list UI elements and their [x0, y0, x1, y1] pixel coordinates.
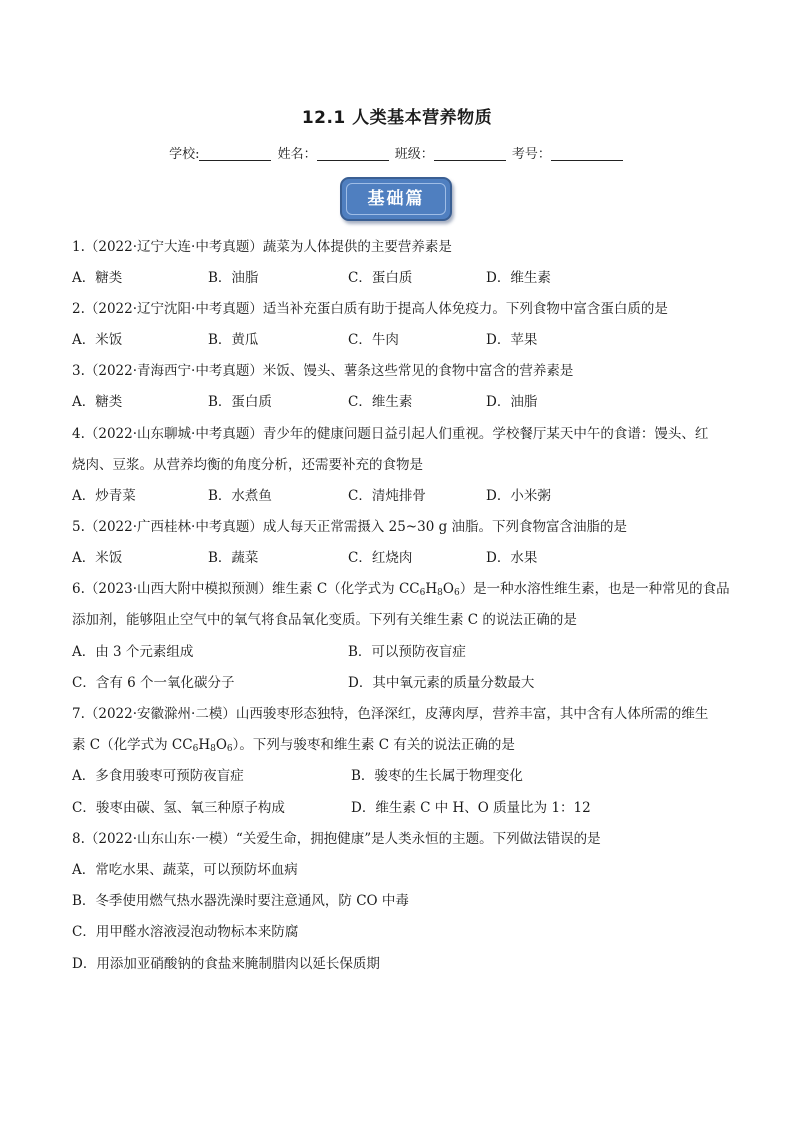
question-7-option-a[interactable]: A．多食用骏枣可预防夜盲症	[72, 768, 244, 784]
class-label: 班级：	[394, 147, 434, 162]
question-1-option-a[interactable]: A．糖类	[72, 270, 123, 286]
question-3-option-a[interactable]: A．糖类	[72, 394, 123, 410]
question-6-stem-line-1: 6.（2023·山西大附中模拟预测）维生素 C（化学式为 $CC_6H_8O_6$）是一种水溶性维生素，也是一种常见的食品	[72, 581, 730, 598]
question-3-stem: 3.（2022·青海西宁·中考真题）米饭、馒头、薯条这些常见的食物中富含的营养素是	[72, 363, 574, 379]
question-6-option-d[interactable]: D．其中氧元素的质量分数最大	[348, 675, 535, 691]
question-1-option-b[interactable]: B．油脂	[208, 270, 259, 286]
question-5-option-b[interactable]: B．蔬菜	[208, 550, 259, 566]
question-8-option-d[interactable]: D．用添加亚硝酸钠的食盐来腌制腊肉以延长保质期	[72, 956, 380, 972]
question-5-stem: 5.（2022·广西桂林·中考真题）成人每天正常需摄入 25~30 g 油脂。下列食物富含油脂的是	[72, 519, 628, 535]
question-7-stem-line-1: 7.（2022·安徽滁州·二模）山西骏枣形态独特，色泽深红，皮薄肉厚，营养丰富，其中含有人体所需的维生	[72, 706, 709, 722]
question-1-stem: 1.（2022·辽宁大连·中考真题）蔬菜为人体提供的主要营养素是	[72, 239, 452, 255]
question-4-stem-line-1: 4.（2022·山东聊城·中考真题）青少年的健康问题日益引起人们重视。学校餐厅某天中午的食谱：馒头、红	[72, 426, 709, 442]
question-5-option-a[interactable]: A．米饭	[72, 550, 123, 566]
question-2-option-b[interactable]: B．黄瓜	[208, 332, 259, 348]
exam-number-label: 考号：	[511, 147, 551, 162]
question-4-option-a[interactable]: A．炒青菜	[72, 488, 136, 504]
name-blank[interactable]	[317, 146, 389, 161]
vitamin-c-formula: $C_6H_8O_6$	[182, 737, 233, 754]
question-8-option-b[interactable]: B．冬季使用燃气热水器洗澡时要注意通风，防 CO 中毒	[72, 893, 409, 909]
school-label: 学校:	[169, 147, 200, 162]
question-3-option-b[interactable]: B．蛋白质	[208, 394, 272, 410]
question-3-option-d[interactable]: D．油脂	[486, 394, 538, 410]
question-1-option-d[interactable]: D．维生素	[486, 270, 551, 286]
question-8-stem: 8.（2022·山东山东·一模）“关爱生命，拥抱健康”是人类永恒的主题。下列做法错误的是	[72, 831, 601, 847]
question-7-option-d[interactable]: D．维生素 C 中 H、O 质量比为 1：12	[351, 800, 591, 816]
question-6-stem-line-2: 添加剂，能够阻止空气中的氧气将食品氧化变质。下列有关维生素 C 的说法正确的是	[72, 612, 577, 628]
section-badge	[340, 177, 454, 223]
question-6-option-b[interactable]: B．可以预防夜盲症	[348, 644, 466, 660]
question-4-option-b[interactable]: B．水煮鱼	[208, 488, 272, 504]
vitamin-c-formula: $C_6H_8O_6$	[409, 581, 460, 598]
question-5-option-d[interactable]: D．水果	[486, 550, 538, 566]
question-2-stem: 2.（2022·辽宁沈阳·中考真题）适当补充蛋白质有助于提高人体免疫力。下列食物中富含蛋白质的是	[72, 301, 668, 317]
question-6-option-a[interactable]: A．由 3 个元素组成	[72, 644, 194, 660]
question-2-option-a[interactable]: A．米饭	[72, 332, 123, 348]
section-badge-label: 基础篇	[367, 189, 425, 209]
name-label: 姓名：	[277, 147, 317, 162]
question-8-option-c[interactable]: C．用甲醛水溶液浸泡动物标本来防腐	[72, 924, 299, 940]
exam-number-blank[interactable]	[551, 146, 623, 161]
question-1-option-c[interactable]: C．蛋白质	[348, 270, 413, 286]
question-6-option-c[interactable]: C．含有 6 个一氧化碳分子	[72, 675, 235, 691]
question-7-stem-line-2: 素 C（化学式为 $CC_6H_8O_6$）。下列与骏枣和维生素 C 有关的说法正确的是	[72, 737, 515, 754]
question-4-stem-line-2: 烧肉、豆浆。从营养均衡的角度分析，还需要补充的食物是	[72, 457, 423, 473]
question-7-option-c[interactable]: C．骏枣由碳、氢、氧三种原子构成	[72, 800, 285, 816]
question-4-option-d[interactable]: D．小米粥	[486, 488, 551, 504]
question-3-option-c[interactable]: C．维生素	[348, 394, 413, 410]
question-2-option-d[interactable]: D．苹果	[486, 332, 538, 348]
question-5-option-c[interactable]: C．红烧肉	[348, 550, 413, 566]
page-title: 12.1 人类基本营养物质	[301, 108, 493, 128]
question-2-option-c[interactable]: C．牛肉	[348, 332, 399, 348]
question-7-option-b[interactable]: B．骏枣的生长属于物理变化	[351, 768, 523, 784]
student-info-line	[0, 143, 794, 162]
class-blank[interactable]	[434, 146, 506, 161]
school-blank[interactable]	[199, 146, 271, 161]
question-8-option-a[interactable]: A．常吃水果、蔬菜，可以预防坏血病	[72, 862, 298, 878]
question-4-option-c[interactable]: C．清炖排骨	[348, 488, 426, 504]
